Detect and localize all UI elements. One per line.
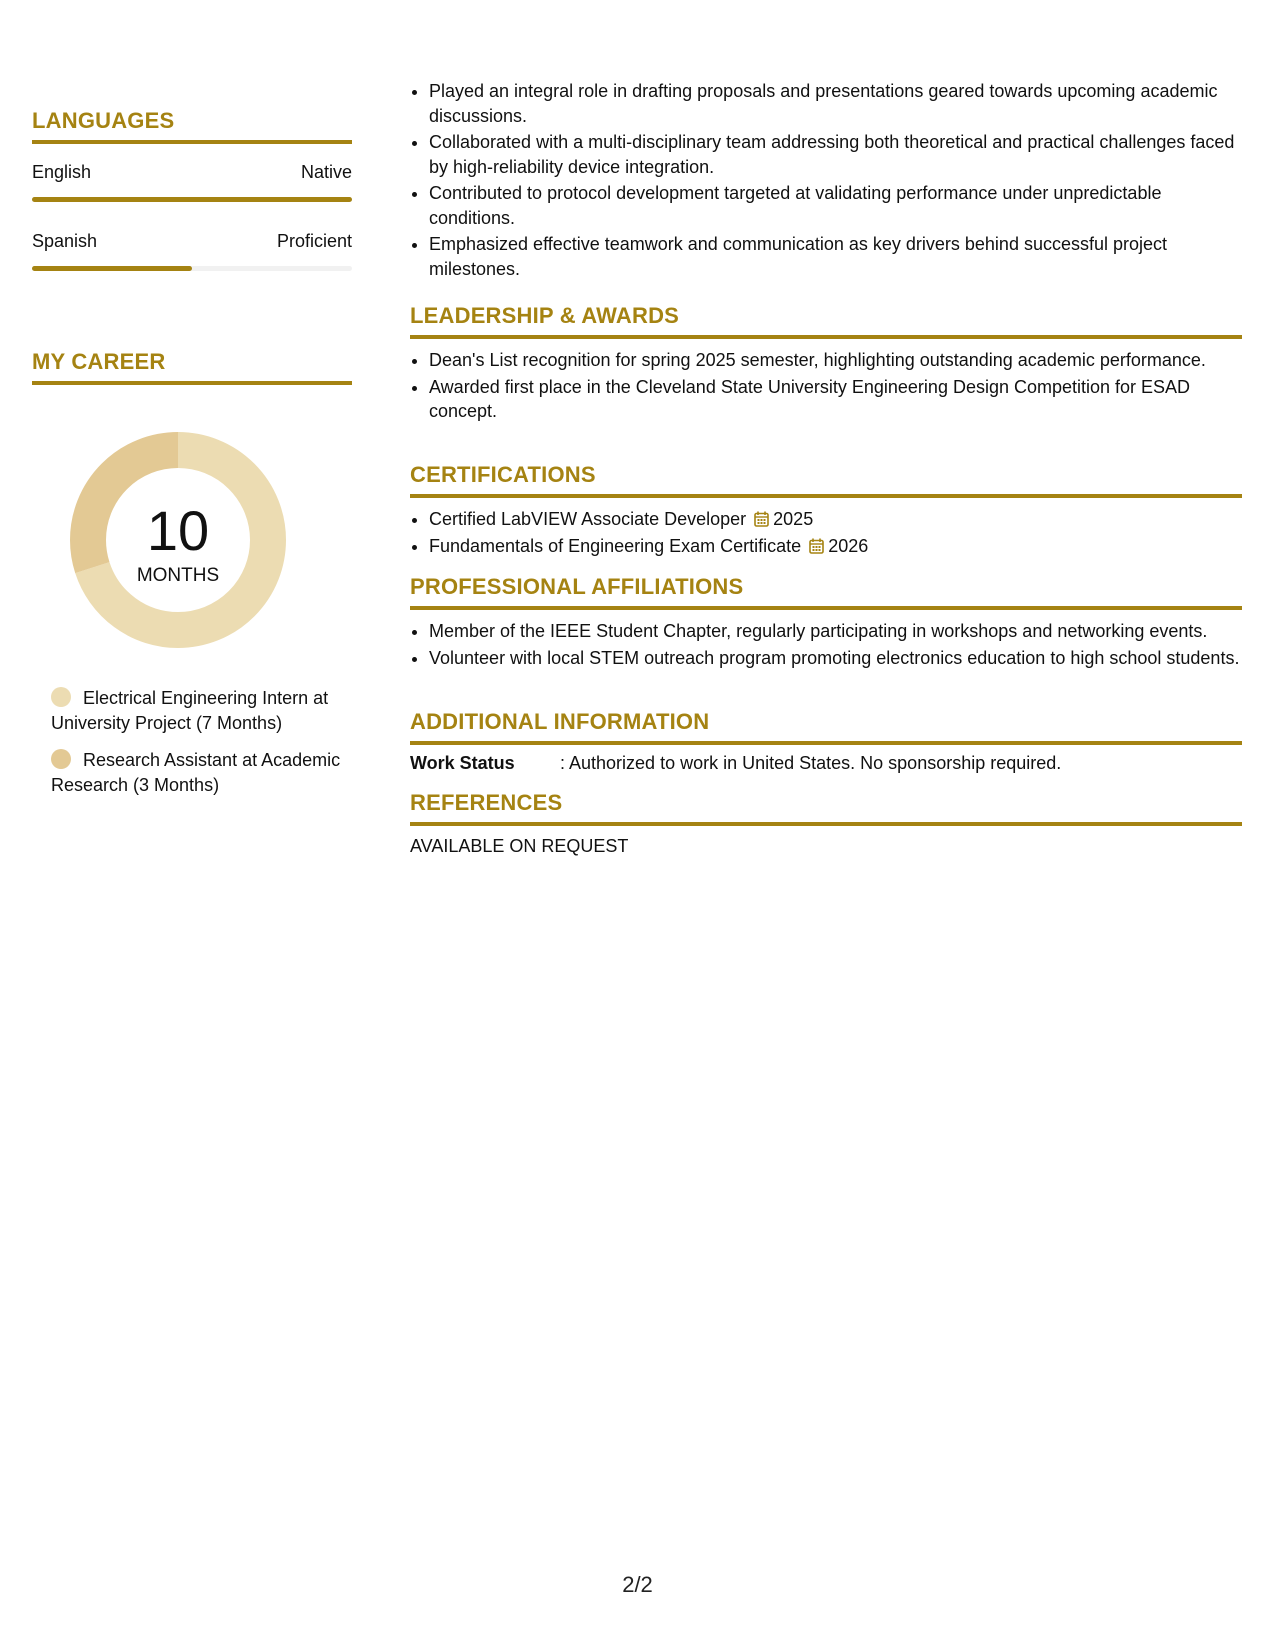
list-item: • Dean's List recognition for spring 2025 semester, highlighting outstanding academic performance. — [429, 348, 1242, 373]
language-row-spanish — [32, 231, 352, 252]
work-status-row — [410, 753, 1242, 774]
language-name: English — [32, 162, 92, 182]
language-bar-spanish — [32, 266, 352, 271]
certification-year: 2026 — [828, 535, 869, 556]
certifications-section — [410, 462, 1242, 560]
list-item: • Volunteer with local STEM outreach program promoting electronics education to high school students. — [429, 646, 1242, 671]
language-bar-fill — [32, 266, 192, 271]
language-bar-english — [32, 197, 352, 202]
certifications-title: CERTIFICATIONS — [410, 462, 1242, 498]
career-title: MY CAREER — [32, 349, 352, 385]
experience-bullets — [410, 79, 1242, 283]
affiliations-section — [410, 574, 1242, 672]
certification-name: Fundamentals of Engineering Exam Certificate — [429, 535, 802, 556]
career-total-value: 10 — [146, 499, 210, 562]
list-item: • Played an integral role in drafting proposals and presentations geared towards upcoming academic discussions. — [429, 79, 1242, 128]
career-total-unit: MONTHS — [136, 565, 220, 586]
certification-year: 2025 — [773, 509, 814, 529]
references-section — [410, 790, 1242, 857]
legend-label: Research Assistant at Academic Research (3 Months) — [51, 750, 341, 795]
leadership-title: LEADERSHIP & AWARDS — [410, 303, 1242, 339]
list-item — [429, 534, 1242, 559]
work-status-label: Work Status — [410, 753, 515, 773]
language-row-english — [32, 162, 352, 183]
language-level: Proficient — [276, 231, 352, 251]
list-item — [429, 507, 1242, 532]
language-bar-fill — [32, 197, 352, 202]
additional-info-title: ADDITIONAL INFORMATION — [410, 709, 1242, 745]
languages-title: LANGUAGES — [32, 108, 352, 144]
legend-dot — [51, 749, 71, 769]
additional-info-section — [410, 709, 1242, 774]
work-status-value: : Authorized to work in United States. No sponsorship required. — [560, 753, 1062, 773]
affiliations-title: PROFESSIONAL AFFILIATIONS — [410, 574, 1242, 610]
list-item: • Collaborated with a multi-disciplinary team addressing both theoretical and practical challenges faced by high-reliability device integration. — [429, 130, 1242, 179]
page-number: 2/2 — [622, 1572, 653, 1597]
legend-dot — [51, 687, 71, 707]
list-item: • Contributed to protocol development targeted at validating performance under unpredictable conditions. — [429, 181, 1242, 230]
career-legend-item — [51, 748, 351, 798]
career-donut-chart — [66, 428, 290, 652]
leadership-section — [410, 303, 1242, 426]
language-level: Native — [300, 162, 352, 182]
list-item: • Awarded first place in the Cleveland State University Engineering Design Competition for ESAD concept. — [429, 375, 1242, 424]
list-item: • Emphasized effective teamwork and communication as key drivers behind successful project milestones. — [429, 232, 1242, 281]
career-legend-item — [51, 686, 351, 736]
certification-name: Certified LabVIEW Associate Developer — [429, 509, 747, 529]
language-name: Spanish — [32, 231, 98, 251]
calendar-icon — [754, 511, 769, 527]
list-item: • Member of the IEEE Student Chapter, regularly participating in workshops and networking events. — [429, 619, 1242, 644]
legend-label: Electrical Engineering Intern at University Project (7 Months) — [51, 688, 329, 733]
references-text: AVAILABLE ON REQUEST — [410, 836, 629, 856]
calendar-icon — [809, 538, 824, 554]
references-title: REFERENCES — [410, 790, 1242, 826]
